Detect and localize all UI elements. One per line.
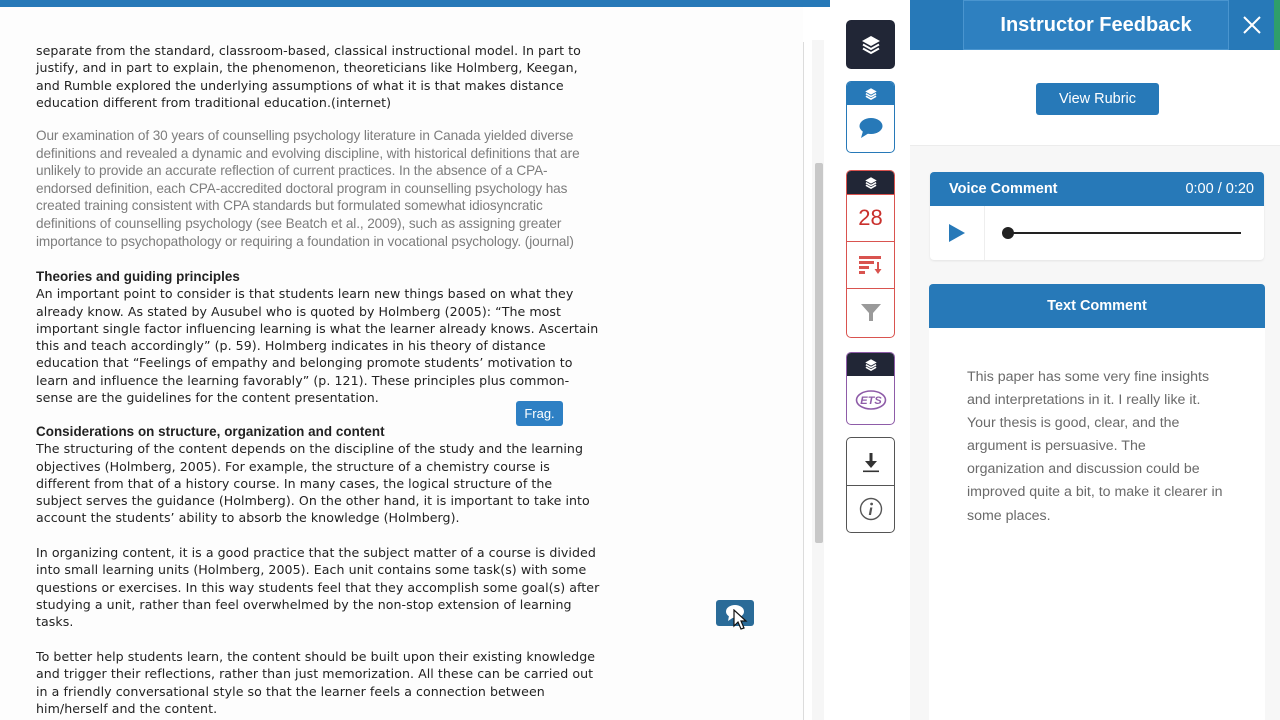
utility-tool-group [846,437,895,533]
layers-icon [864,358,878,372]
mouse-cursor-icon [733,609,749,631]
voice-comment-title: Voice Comment [949,181,1058,197]
close-panel-button[interactable] [1230,0,1274,50]
panel-header [910,0,1280,50]
speech-bubble-icon [858,117,884,139]
text-comment-card [929,284,1265,720]
layers-icon [860,34,882,56]
paragraph: To better help students learn, the content should be built upon their existing knowledge and trigger their reflections, rather than just memorization. All these can be carried out in a friendly conversational style so that the learner feels a connection between him/herself and the content. [36,649,596,716]
status-edge [1274,0,1280,50]
voice-comment-header [930,172,1264,206]
ets-layer-toggle[interactable] [847,353,894,376]
ets-logo-icon [855,389,887,411]
play-icon [948,223,966,243]
paragraph: separate from the standard, classroom-based, classical instructional model. In part to justify, and in part to explain, the phenomenon, theoreticians like Holmberg, Keegan, and Rumble explored the underlying assumptions of what it is that makes distance education different from traditional education.(internet) [36,43,581,110]
ets-tool-group [846,352,895,425]
fragment-marker-button[interactable]: Frag. [516,401,563,426]
document-viewer[interactable] [0,7,803,720]
comments-tool-group [846,81,895,153]
audio-progress-track[interactable] [1007,232,1241,234]
close-icon [1242,15,1262,35]
sort-button[interactable] [847,241,894,288]
panel-title: Instructor Feedback [963,0,1229,50]
paragraph: In organizing content, it is a good practice that the subject matter of a course is divided into small learning units (Holmberg, 2005). Each unit contains some task(s) with some questions or exercises. In this way students feel that they accomplish some goal(s) after studying a unit, rather than feel overwhelmed by the non-stop extension of learning tasks. [36,545,600,630]
svg-text:ETS: ETS [859,394,882,407]
audio-player [930,206,1264,260]
grammar-layer-toggle[interactable] [847,171,894,194]
document-scrollbar-thumb[interactable] [815,163,823,543]
quoted-paragraph: Our examination of 30 years of counselling psychology literature in Canada yielded diverse definitions and revealed a dynamic and evolving discipline, with historical definitions that are unlikely to provide an accurate reflection of current practices. In the absence of a CPA- endorsed definition, each CPA-accredited doctoral program in counselling psychology has created training consistent with CPA standards but formulated somewhat idiosyncratic definitions of counselling psychology (see Beatch et al., 2009), such as assigning greater importance to psychopathology or requiring a foundation in vocational psychology. (journal) [36,128,580,249]
info-button[interactable] [847,485,894,532]
grammar-count[interactable]: 28 [847,194,894,241]
filter-button[interactable] [847,288,894,335]
section-theories: Theories and guiding principles An important point to consider is that students learn new things based on what they already know. As stated by Ausubel who is quoted by Holmberg (2005): “The most important single factor influencing learning is what the learner already knows. Ascertain this and teach accordingly” (p. 59). Holmberg indicates in his theory of distance education that “Feelings of empathy and belonging promote students’ motivation to learn and influence the learning favorably” (p. 121). These principles plus common- sense are the guidelines for the content presentation. [36,268,676,406]
info-icon [859,497,883,521]
text-comment-body: This paper has some very fine insights and interpretations in it. I really like it. Your thesis is good, clear, and the argument is persuasive. The organization and discussion could be improved quite a bit, to make it clearer in some places. [967,369,1223,524]
comments-layer-toggle[interactable] [847,82,894,105]
section-heading: Considerations on structure, organization and content [36,424,385,439]
filter-icon [860,301,882,323]
document-divider [803,42,804,720]
voice-time: 0:00 / 0:20 [1185,181,1254,197]
layers-icon [864,176,878,190]
section-structure: Considerations on structure, organization and content The structuring of the content depends on the discipline of the study and the learning objectives (Holmberg, 2005). For example, the structure of a chemistry course is different from that of a history course. In many cases, the logical structure of the subject serves the guidance (Holmberg). On the other hand, it is important to take into account the students’ ability to absorb the knowledge (Holmberg). [36,423,676,527]
rubric-section [910,50,1280,146]
layers-toggle-button[interactable] [846,20,895,69]
top-accent-bar [0,0,910,7]
play-button[interactable] [930,206,985,260]
comment-tool-button[interactable] [847,105,894,151]
download-button[interactable] [847,438,894,485]
voice-comment-card [930,172,1264,260]
download-icon [861,451,881,473]
layers-icon [864,87,878,101]
view-rubric-button[interactable]: View Rubric [1036,83,1159,115]
grammar-tool-group [846,170,895,338]
section-heading: Theories and guiding principles [36,269,240,284]
sort-icon [858,254,884,276]
ets-button[interactable] [847,376,894,423]
audio-progress-handle[interactable] [1002,227,1014,239]
instructor-feedback-panel [910,0,1280,720]
text-comment-title: Text Comment [929,284,1265,328]
